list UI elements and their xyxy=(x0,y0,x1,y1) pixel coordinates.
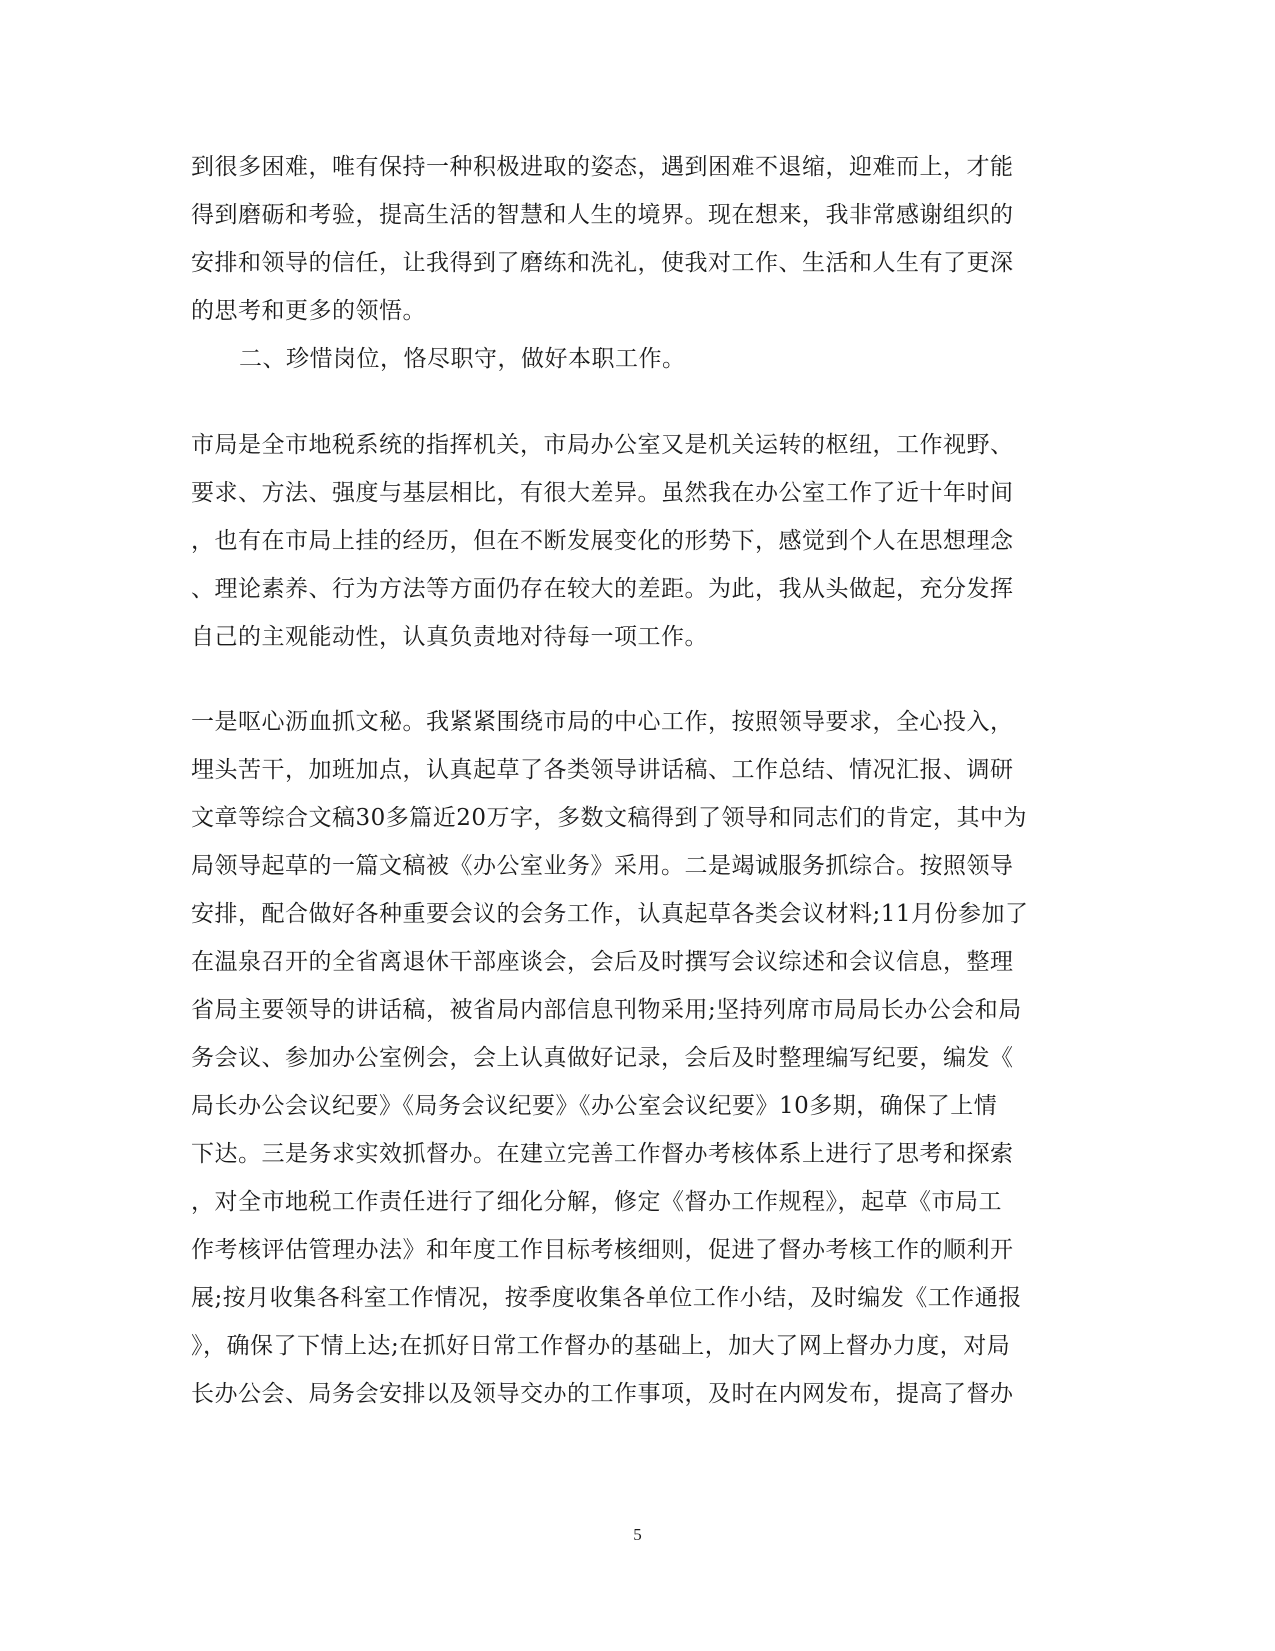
paragraph-continuation xyxy=(191,143,1091,383)
text-line: 文章等综合文稿30多篇近20万字，多数文稿得到了领导和同志们的肯定，其中为 xyxy=(191,805,1028,831)
text-line: 埋头苦干，加班加点，认真起草了各类领导讲话稿、工作总结、情况汇报、调研 xyxy=(191,757,1014,783)
text-line: 长办公会、局务会安排以及领导交办的工作事项，及时在内网发布，提高了督办 xyxy=(191,1381,1014,1407)
text-line: 下达。三是务求实效抓督办。在建立完善工作督办考核体系上进行了思考和探索 xyxy=(191,1141,1014,1167)
text-line: 安排和领导的信任，让我得到了磨练和洗礼，使我对工作、生活和人生有了更深 xyxy=(191,250,1014,276)
text-line: 要求、方法、强度与基层相比，有很大差异。虽然我在办公室工作了近十年时间 xyxy=(191,480,1014,506)
text-line: ，对全市地税工作责任进行了细化分解，修定《督办工作规程》，起草《市局工 xyxy=(191,1189,1002,1215)
text-line: 在温泉召开的全省离退休干部座谈会，会后及时撰写会议综述和会议信息，整理 xyxy=(191,949,1014,975)
text-line: 市局是全市地税系统的指挥机关，市局办公室又是机关运转的枢纽，工作视野、 xyxy=(191,432,1014,458)
text-line: 到很多困难，唯有保持一种积极进取的姿态，遇到困难不退缩，迎难而上，才能 xyxy=(191,154,1014,180)
text-line: 的思考和更多的领悟。 xyxy=(191,298,426,324)
text-line: 局长办公会议纪要》《局务会议纪要》《办公室会议纪要》10多期，确保了上情 xyxy=(191,1093,998,1119)
text-line: 自己的主观能动性，认真负责地对待每一项工作。 xyxy=(191,624,708,650)
text-line: 省局主要领导的讲话稿，被省局内部信息刊物采用;坚持列席市局局长办公会和局 xyxy=(191,997,1022,1023)
text-line: 、理论素养、行为方法等方面仍存在较大的差距。为此，我从头做起，充分发挥 xyxy=(191,576,1014,602)
text-line: 一是呕心沥血抓文秘。我紧紧围绕市局的中心工作，按照领导要求，全心投入， xyxy=(191,709,1014,735)
text-line: 务会议、参加办公室例会，会上认真做好记录，会后及时整理编写纪要，编发《 xyxy=(191,1045,1014,1071)
paragraph-office-overview xyxy=(191,421,1091,661)
text-line: 》，确保了下情上达;在抓好日常工作督办的基础上，加大了网上督办力度，对局 xyxy=(191,1333,1011,1359)
text-line: 展;按月收集各科室工作情况，按季度收集各单位工作小结，及时编发《工作通报 xyxy=(191,1285,1022,1311)
paragraph-work-details xyxy=(191,698,1091,1418)
text-line: 得到磨砺和考验，提高生活的智慧和人生的境界。现在想来，我非常感谢组织的 xyxy=(191,202,1014,228)
text-line: 作考核评估管理办法》和年度工作目标考核细则，促进了督办考核工作的顺利开 xyxy=(191,1237,1014,1263)
text-line: ，也有在市局上挂的经历，但在不断发展变化的形势下，感觉到个人在思想理念 xyxy=(191,528,1014,554)
text-line: 安排，配合做好各种重要会议的会务工作，认真起草各类会议材料;11月份参加了 xyxy=(191,901,1029,927)
text-line: 局领导起草的一篇文稿被《办公室业务》采用。二是竭诚服务抓综合。按照领导 xyxy=(191,853,1014,879)
page-number: 5 xyxy=(633,1525,642,1544)
section-heading: 二、珍惜岗位，恪尽职守，做好本职工作。 xyxy=(239,346,686,372)
